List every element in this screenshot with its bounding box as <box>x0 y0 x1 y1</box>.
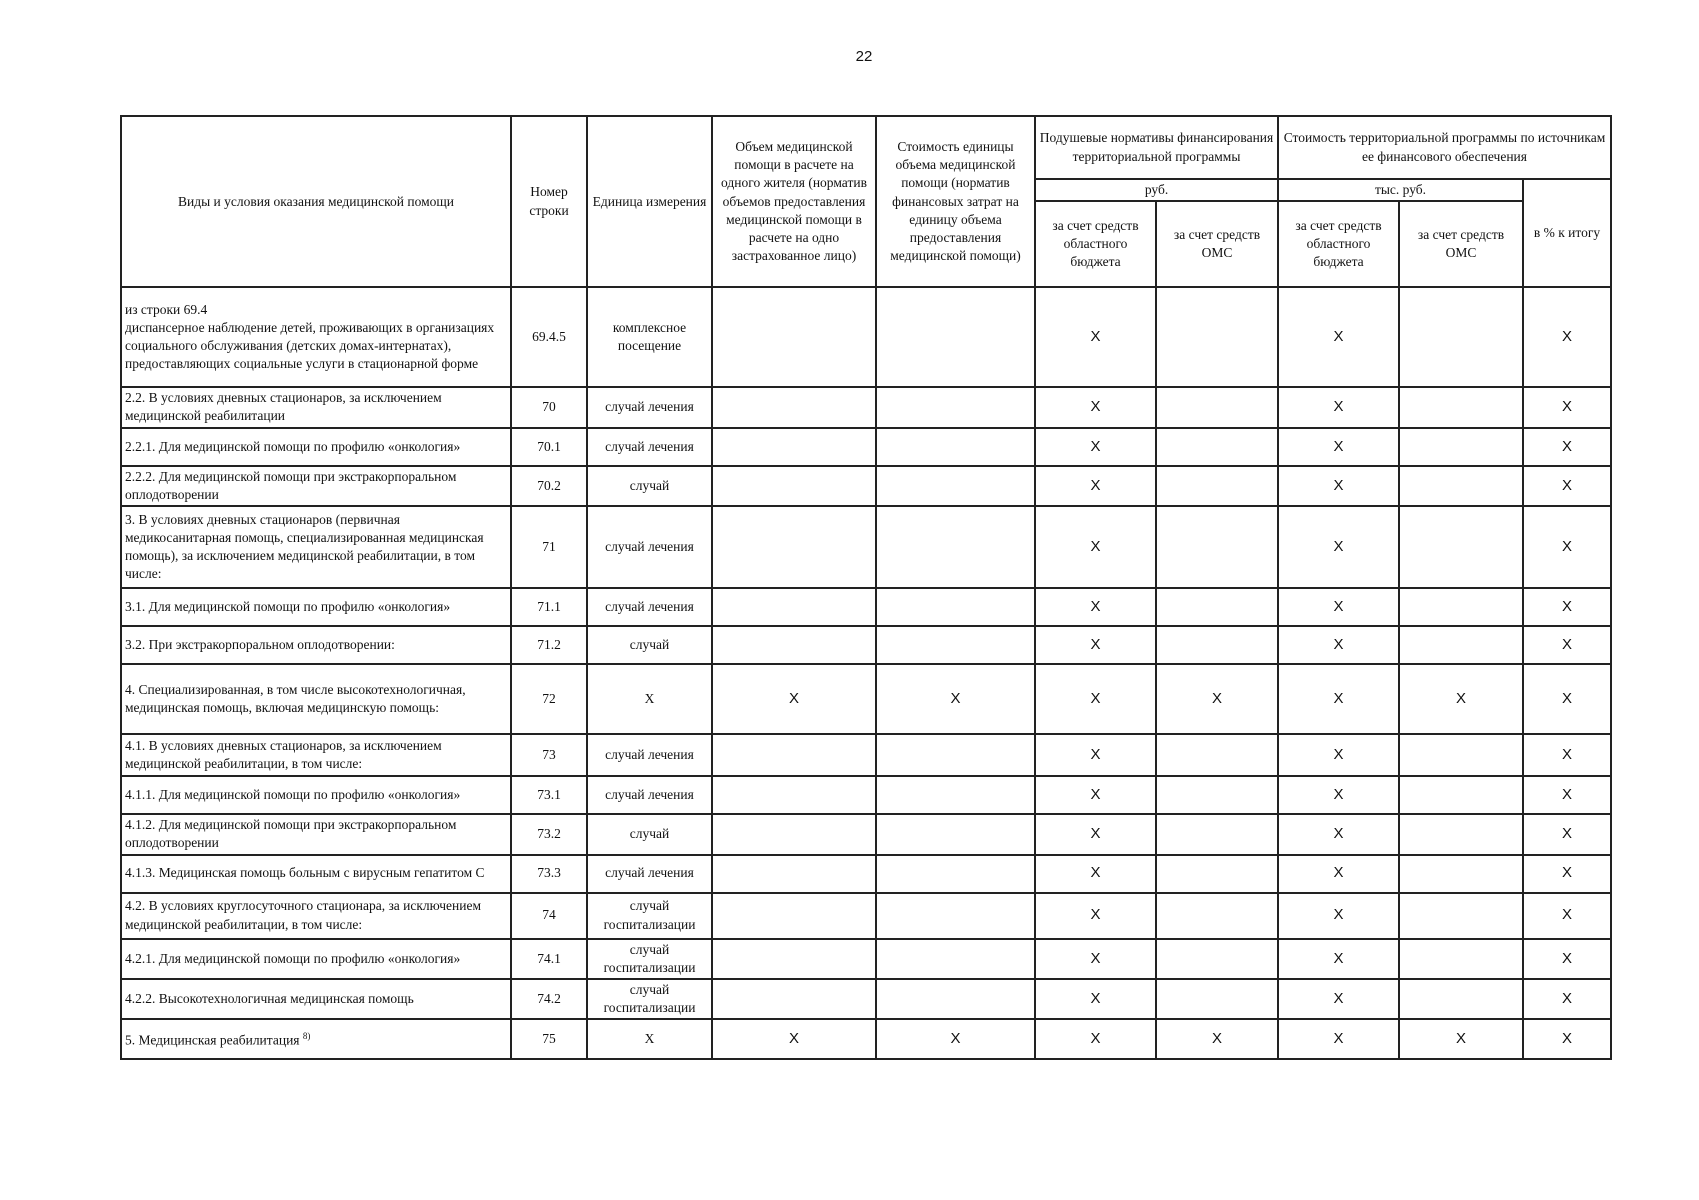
cell-per-capita-oms <box>1156 776 1278 814</box>
table-row <box>121 287 1611 387</box>
cell-cost-oms: X <box>1399 664 1523 734</box>
cell-unit-cost <box>876 287 1035 387</box>
cell-per-capita-oms: X <box>1156 664 1278 734</box>
row-name-text: 2.2. В условиях дневных стационаров, за исключением медицинской реабилитации <box>125 390 442 424</box>
cell-per-capita-budget: X <box>1035 939 1156 979</box>
cell-unit-cost <box>876 466 1035 506</box>
cell-cost-oms <box>1399 466 1523 506</box>
cell-per-capita-budget: X <box>1035 893 1156 939</box>
cell-per-capita-oms <box>1156 734 1278 776</box>
cell-name <box>121 776 511 814</box>
cell-cost-oms <box>1399 776 1523 814</box>
footnote-mark: 8) <box>302 1030 311 1041</box>
cell-row-number: 73.1 <box>511 776 587 814</box>
cell-per-capita-budget: X <box>1035 506 1156 588</box>
cell-name <box>121 939 511 979</box>
cell-unit-cost: X <box>876 664 1035 734</box>
cell-percent-total: X <box>1523 855 1611 893</box>
cell-per-capita-budget: X <box>1035 776 1156 814</box>
header-cost-program: Стоимость территориальной программы по источникам ее финансового обеспечения <box>1278 116 1611 179</box>
cell-percent-total: X <box>1523 1019 1611 1059</box>
cell-per-capita-oms <box>1156 855 1278 893</box>
cell-unit: X <box>587 1019 712 1059</box>
cell-volume <box>712 466 876 506</box>
cell-unit-cost <box>876 588 1035 626</box>
header-per-capita: Подушевые нормативы финансирования территориальной программы <box>1035 116 1278 179</box>
cell-cost-oms <box>1399 428 1523 466</box>
row-name-text: 3. В условиях дневных стационаров (первичная медикосанитарная помощь, специализированная медицинская помощь), за исключением медицинской реабилитации, в том числе: <box>125 511 484 582</box>
cell-per-capita-budget: X <box>1035 734 1156 776</box>
cell-unit-cost <box>876 506 1035 588</box>
cell-cost-oms: X <box>1399 1019 1523 1059</box>
cell-cost-oms <box>1399 814 1523 854</box>
cell-row-number: 74 <box>511 893 587 939</box>
cell-cost-oms <box>1399 626 1523 664</box>
cell-per-capita-budget: X <box>1035 814 1156 854</box>
cell-percent-total: X <box>1523 814 1611 854</box>
row-name-text: 4.1.2. Для медицинской помощи при экстракорпоральном оплодотворении <box>125 817 457 851</box>
cell-cost-budget: X <box>1278 979 1399 1019</box>
row-name-text: 5. Медицинская реабилитация <box>125 1032 300 1048</box>
row-name-text: 4.2.2. Высокотехнологичная медицинская помощь <box>125 991 414 1007</box>
page-number: 22 <box>855 48 873 65</box>
cell-percent-total: X <box>1523 287 1611 387</box>
cell-unit-cost <box>876 626 1035 664</box>
cell-row-number: 70 <box>511 387 587 427</box>
financing-table <box>120 115 1612 1060</box>
cell-percent-total: X <box>1523 939 1611 979</box>
cell-row-number: 71 <box>511 506 587 588</box>
header-percent-total: в % к итогу <box>1523 179 1611 287</box>
cell-percent-total: X <box>1523 588 1611 626</box>
cell-per-capita-budget: X <box>1035 287 1156 387</box>
cell-per-capita-budget: X <box>1035 855 1156 893</box>
cell-name <box>121 1019 511 1059</box>
cell-name <box>121 855 511 893</box>
cell-volume <box>712 979 876 1019</box>
cell-per-capita-oms <box>1156 387 1278 427</box>
header-cost-budget: за счет средств областного бюджета <box>1278 201 1399 287</box>
cell-unit-cost <box>876 814 1035 854</box>
cell-per-capita-oms <box>1156 466 1278 506</box>
cell-per-capita-budget: X <box>1035 664 1156 734</box>
row-name-text: 4.2. В условиях круглосуточного стационара, за исключением медицинской реабилитации, в том числе: <box>125 898 482 932</box>
row-name-text: 3.1. Для медицинской помощи по профилю «онкология» <box>125 598 451 614</box>
cell-cost-budget: X <box>1278 855 1399 893</box>
cell-row-number: 73.2 <box>511 814 587 854</box>
cell-percent-total: X <box>1523 979 1611 1019</box>
cell-unit: случай госпитализации <box>587 979 712 1019</box>
header-volume: Объем медицинской помощи в расчете на одного жителя (норматив объемов предоставления медицинской помощи в расчете на одно застрахованное лицо) <box>712 116 876 287</box>
cell-per-capita-budget: X <box>1035 1019 1156 1059</box>
cell-name <box>121 387 511 427</box>
cell-unit-cost <box>876 776 1035 814</box>
cell-unit-cost <box>876 734 1035 776</box>
cell-per-capita-budget: X <box>1035 387 1156 427</box>
cell-row-number: 70.2 <box>511 466 587 506</box>
cell-row-number: 73.3 <box>511 855 587 893</box>
cell-unit: случай <box>587 626 712 664</box>
cell-volume: X <box>712 1019 876 1059</box>
header-types: Виды и условия оказания медицинской помощи <box>121 116 511 287</box>
cell-per-capita-budget: X <box>1035 979 1156 1019</box>
cell-unit: случай госпитализации <box>587 939 712 979</box>
cell-volume <box>712 939 876 979</box>
row-name-text: 4. Специализированная, в том числе высокотехнологичная, медицинская помощь, включая медицинскую помощь: <box>125 681 466 716</box>
cell-per-capita-budget: X <box>1035 588 1156 626</box>
cell-percent-total: X <box>1523 506 1611 588</box>
cell-name <box>121 979 511 1019</box>
table-row <box>121 626 1611 664</box>
header-per-capita-budget: за счет средств областного бюджета <box>1035 201 1156 287</box>
cell-unit: случай лечения <box>587 734 712 776</box>
cell-volume <box>712 855 876 893</box>
cell-row-number: 72 <box>511 664 587 734</box>
table-row <box>121 664 1611 734</box>
cell-cost-budget: X <box>1278 588 1399 626</box>
cell-cost-budget: X <box>1278 814 1399 854</box>
cell-name <box>121 664 511 734</box>
cell-unit: случай лечения <box>587 387 712 427</box>
cell-cost-oms <box>1399 387 1523 427</box>
cell-cost-oms <box>1399 287 1523 387</box>
cell-per-capita-oms: X <box>1156 1019 1278 1059</box>
cell-cost-budget: X <box>1278 387 1399 427</box>
table-row <box>121 1019 1611 1059</box>
cell-volume <box>712 387 876 427</box>
cell-cost-oms <box>1399 939 1523 979</box>
cell-cost-budget: X <box>1278 466 1399 506</box>
cell-volume: X <box>712 664 876 734</box>
cell-unit: случай <box>587 814 712 854</box>
row-name-text: из строки 69.4 <box>125 301 208 317</box>
header-unit-cost: Стоимость единицы объема медицинской помощи (норматив финансовых затрат на единицу объема предоставления медицинской помощи) <box>876 116 1035 287</box>
cell-unit: случай лечения <box>587 428 712 466</box>
cell-per-capita-oms <box>1156 287 1278 387</box>
cell-unit-cost <box>876 387 1035 427</box>
cell-cost-budget: X <box>1278 664 1399 734</box>
table-row <box>121 734 1611 776</box>
cell-percent-total: X <box>1523 626 1611 664</box>
header-cost-oms: за счет средств ОМС <box>1399 201 1523 287</box>
cell-row-number: 75 <box>511 1019 587 1059</box>
cell-cost-budget: X <box>1278 893 1399 939</box>
row-name-text: 4.2.1. Для медицинской помощи по профилю «онкология» <box>125 950 461 966</box>
cell-cost-budget: X <box>1278 776 1399 814</box>
cell-volume <box>712 814 876 854</box>
cell-unit-cost: X <box>876 1019 1035 1059</box>
cell-percent-total: X <box>1523 776 1611 814</box>
table-row <box>121 776 1611 814</box>
table-row <box>121 979 1611 1019</box>
cell-cost-budget: X <box>1278 428 1399 466</box>
cell-name <box>121 893 511 939</box>
cell-row-number: 74.2 <box>511 979 587 1019</box>
cell-percent-total: X <box>1523 387 1611 427</box>
cell-per-capita-oms <box>1156 588 1278 626</box>
cell-percent-total: X <box>1523 466 1611 506</box>
table-row <box>121 893 1611 939</box>
cell-per-capita-budget: X <box>1035 626 1156 664</box>
cell-name <box>121 734 511 776</box>
cell-cost-budget: X <box>1278 734 1399 776</box>
cell-row-number: 73 <box>511 734 587 776</box>
table-row <box>121 939 1611 979</box>
cell-unit-cost <box>876 855 1035 893</box>
cell-per-capita-oms <box>1156 979 1278 1019</box>
cell-unit: случай лечения <box>587 776 712 814</box>
cell-unit-cost <box>876 428 1035 466</box>
cell-unit: случай <box>587 466 712 506</box>
cell-name <box>121 428 511 466</box>
cell-cost-budget: X <box>1278 1019 1399 1059</box>
cell-percent-total: X <box>1523 893 1611 939</box>
cell-cost-oms <box>1399 893 1523 939</box>
cell-cost-budget: X <box>1278 287 1399 387</box>
header-thous-rub: тыс. руб. <box>1278 179 1523 201</box>
row-name-text: 2.2.1. Для медицинской помощи по профилю «онкология» <box>125 438 461 454</box>
row-name-text: 4.1.1. Для медицинской помощи по профилю «онкология» <box>125 786 461 802</box>
cell-per-capita-oms <box>1156 428 1278 466</box>
cell-percent-total: X <box>1523 428 1611 466</box>
cell-per-capita-budget: X <box>1035 466 1156 506</box>
cell-name <box>121 626 511 664</box>
cell-unit-cost <box>876 893 1035 939</box>
cell-unit: случай лечения <box>587 506 712 588</box>
cell-cost-oms <box>1399 855 1523 893</box>
table-row <box>121 588 1611 626</box>
cell-volume <box>712 428 876 466</box>
cell-volume <box>712 588 876 626</box>
cell-unit: X <box>587 664 712 734</box>
cell-cost-oms <box>1399 979 1523 1019</box>
cell-per-capita-oms <box>1156 506 1278 588</box>
cell-per-capita-oms <box>1156 939 1278 979</box>
cell-name <box>121 466 511 506</box>
row-name-text: 4.1. В условиях дневных стационаров, за исключением медицинской реабилитации, в том числе: <box>125 737 442 772</box>
table-row <box>121 466 1611 506</box>
cell-volume <box>712 506 876 588</box>
cell-volume <box>712 893 876 939</box>
cell-name <box>121 588 511 626</box>
cell-per-capita-oms <box>1156 893 1278 939</box>
cell-cost-budget: X <box>1278 506 1399 588</box>
cell-cost-oms <box>1399 734 1523 776</box>
row-name-text: 2.2.2. Для медицинской помощи при экстракорпоральном оплодотворении <box>125 468 457 502</box>
cell-volume <box>712 626 876 664</box>
header-unit: Единица измерения <box>587 116 712 287</box>
cell-per-capita-oms <box>1156 814 1278 854</box>
cell-volume <box>712 734 876 776</box>
cell-unit: случай госпитализации <box>587 893 712 939</box>
header-per-capita-oms: за счет средств ОМС <box>1156 201 1278 287</box>
cell-cost-oms <box>1399 506 1523 588</box>
cell-percent-total: X <box>1523 734 1611 776</box>
cell-unit: комплексное посещение <box>587 287 712 387</box>
cell-row-number: 70.1 <box>511 428 587 466</box>
table-row <box>121 428 1611 466</box>
cell-unit-cost <box>876 939 1035 979</box>
table-row <box>121 506 1611 588</box>
cell-volume <box>712 776 876 814</box>
cell-name <box>121 287 511 387</box>
table-row <box>121 814 1611 854</box>
cell-name <box>121 814 511 854</box>
cell-per-capita-oms <box>1156 626 1278 664</box>
cell-row-number: 71.2 <box>511 626 587 664</box>
cell-per-capita-budget: X <box>1035 428 1156 466</box>
table-row <box>121 387 1611 427</box>
cell-percent-total: X <box>1523 664 1611 734</box>
cell-cost-budget: X <box>1278 626 1399 664</box>
row-name-text: диспансерное наблюдение детей, проживающих в организациях социального обслуживания (детских домах-интернатах), предоставляющих социальные услуги в стационарной форме <box>125 320 495 372</box>
cell-name <box>121 506 511 588</box>
cell-row-number: 74.1 <box>511 939 587 979</box>
cell-volume <box>712 287 876 387</box>
table-row <box>121 855 1611 893</box>
cell-row-number: 69.4.5 <box>511 287 587 387</box>
cell-row-number: 71.1 <box>511 588 587 626</box>
header-row-number: Номер строки <box>511 116 587 287</box>
cell-unit-cost <box>876 979 1035 1019</box>
row-name-text: 3.2. При экстракорпоральном оплодотворении: <box>125 636 395 652</box>
cell-unit: случай лечения <box>587 588 712 626</box>
row-name-text: 4.1.3. Медицинская помощь больным с вирусным гепатитом С <box>125 865 485 881</box>
cell-cost-budget: X <box>1278 939 1399 979</box>
cell-unit: случай лечения <box>587 855 712 893</box>
header-rub: руб. <box>1035 179 1278 201</box>
cell-cost-oms <box>1399 588 1523 626</box>
